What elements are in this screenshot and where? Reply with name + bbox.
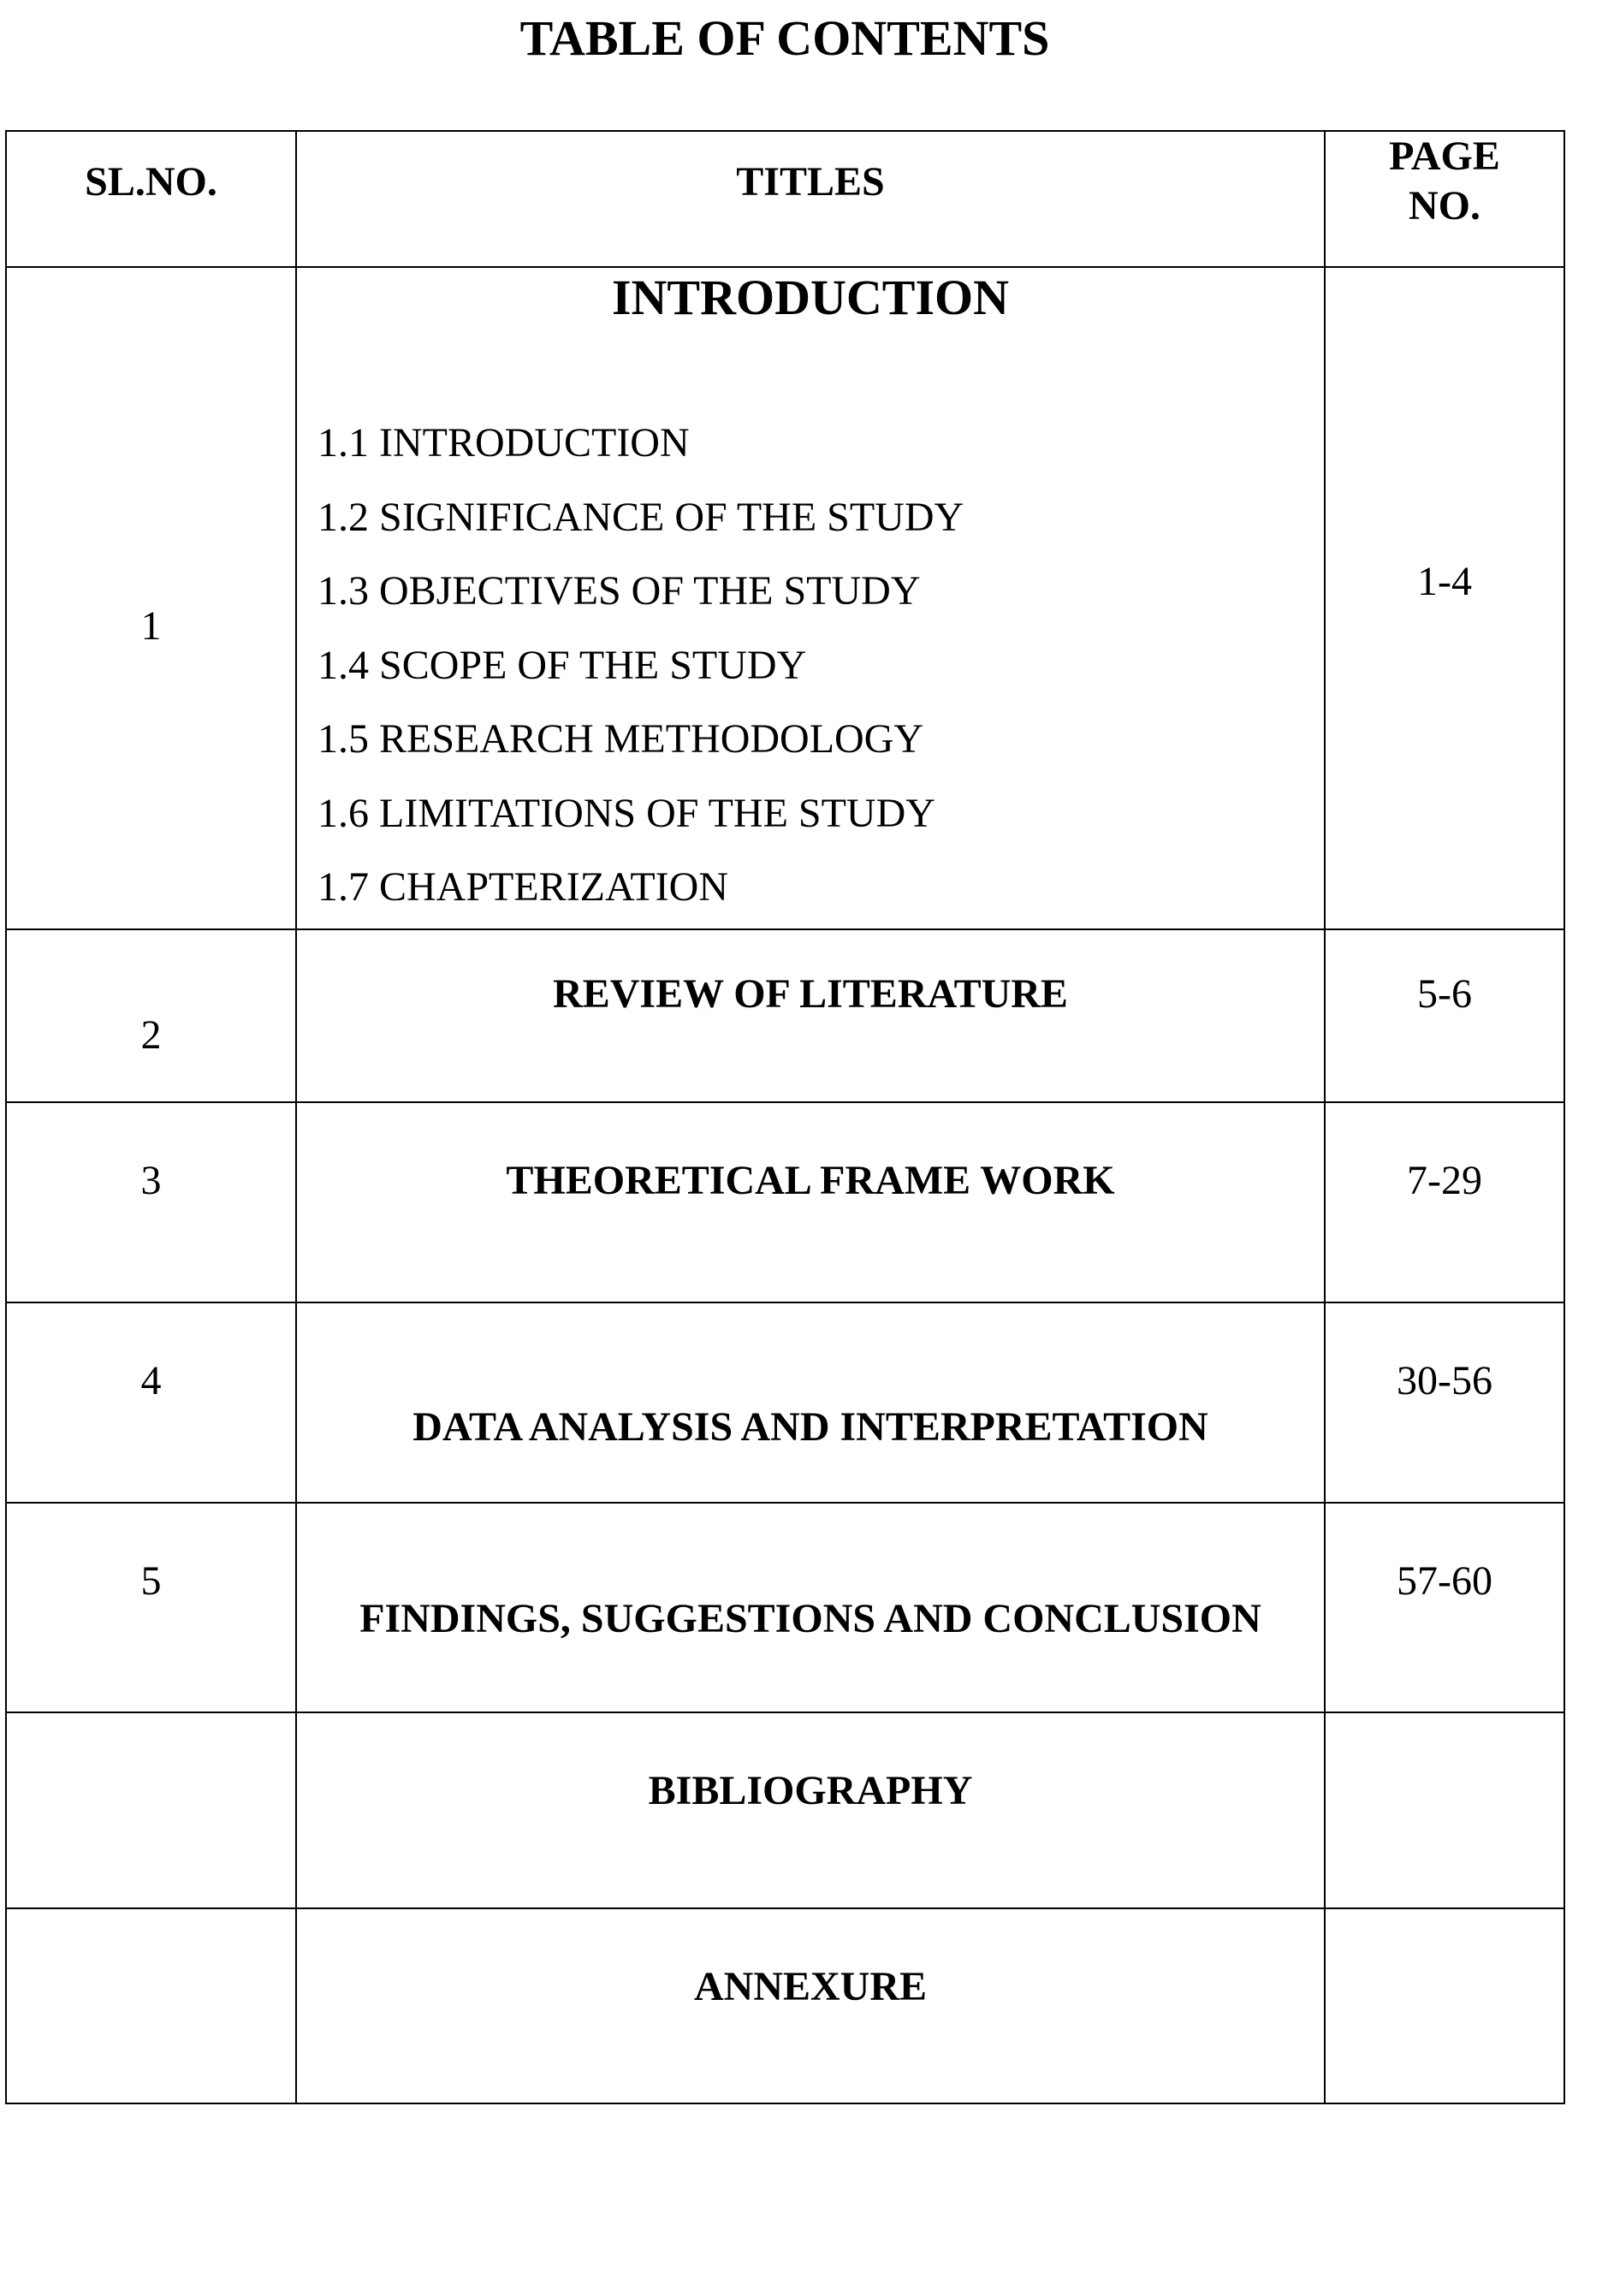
- page-range: 30-56: [1397, 1358, 1492, 1403]
- table-row: [6, 1302, 1564, 1503]
- page-title: TABLE OF CONTENTS: [519, 10, 1050, 66]
- chapter-title: REVIEW OF LITERATURE: [553, 971, 1068, 1017]
- title-cell: [296, 267, 1325, 929]
- subsection-list: [317, 406, 964, 925]
- list-item: 1.2 SIGNIFICANCE OF THE STUDY: [317, 494, 964, 540]
- page-cell: [1325, 929, 1564, 1102]
- header-page-no-line1: PAGE: [1389, 133, 1500, 179]
- chapter-title: INTRODUCTION: [611, 270, 1010, 325]
- table-row: [6, 1712, 1564, 1908]
- chapter-title: THEORETICAL FRAME WORK: [506, 1158, 1115, 1203]
- sl-no-cell: [6, 267, 296, 929]
- sl-no: 4: [140, 1358, 162, 1403]
- chapter-title: DATA ANALYSIS AND INTERPRETATION: [412, 1404, 1208, 1450]
- table-header-row: [6, 131, 1564, 267]
- page-range: 7-29: [1407, 1158, 1482, 1203]
- title-cell: [296, 1908, 1325, 2103]
- header-page-no-line2: NO.: [1409, 183, 1480, 228]
- page-cell: [1325, 1712, 1564, 1908]
- table-row: [6, 1503, 1564, 1712]
- sl-no-cell: [6, 1503, 296, 1712]
- list-item: 1.5 RESEARCH METHODOLOGY: [317, 716, 923, 762]
- table-of-contents: [5, 130, 1565, 2104]
- title-cell: [296, 1503, 1325, 1712]
- page-range: 5-6: [1417, 971, 1472, 1017]
- page-cell: [1325, 1503, 1564, 1712]
- list-item: 1.7 CHAPTERIZATION: [317, 864, 728, 910]
- sl-no: 5: [140, 1558, 162, 1604]
- list-item: 1.3 OBJECTIVES OF THE STUDY: [317, 568, 921, 614]
- list-item: 1.6 LIMITATIONS OF THE STUDY: [317, 790, 935, 836]
- header-cell-sl-no: [6, 131, 296, 267]
- sl-no: 2: [140, 1012, 162, 1058]
- table-row: [6, 1908, 1564, 2103]
- chapter-title: FINDINGS, SUGGESTIONS AND CONCLUSION: [359, 1596, 1261, 1641]
- sl-no: 1: [140, 603, 162, 649]
- header-cell-titles: [296, 131, 1325, 267]
- title-cell: [296, 1102, 1325, 1302]
- table-row: [6, 1102, 1564, 1302]
- page-range: 1-4: [1417, 559, 1472, 604]
- list-item: 1.1 INTRODUCTION: [317, 420, 690, 466]
- sl-no: 3: [140, 1158, 162, 1203]
- page-cell: [1325, 1908, 1564, 2103]
- header-titles: TITLES: [736, 159, 885, 205]
- table-row: [6, 929, 1564, 1102]
- title-cell: [296, 1302, 1325, 1503]
- header-sl-no: SL.NO.: [85, 159, 217, 205]
- page-cell: [1325, 267, 1564, 929]
- sl-no-cell: [6, 1102, 296, 1302]
- sl-no-cell: [6, 1908, 296, 2103]
- chapter-title: BIBLIOGRAPHY: [648, 1768, 973, 1813]
- page-range: 57-60: [1397, 1558, 1492, 1604]
- page-cell: [1325, 1302, 1564, 1503]
- title-cell: [296, 929, 1325, 1102]
- chapter-title: ANNEXURE: [693, 1964, 927, 2009]
- table-row: [6, 267, 1564, 929]
- page-cell: [1325, 1102, 1564, 1302]
- title-cell: [296, 1712, 1325, 1908]
- sl-no-cell: [6, 1712, 296, 1908]
- list-item: 1.4 SCOPE OF THE STUDY: [317, 642, 807, 688]
- sl-no-cell: [6, 929, 296, 1102]
- sl-no-cell: [6, 1302, 296, 1503]
- header-cell-page-no: [1325, 131, 1564, 267]
